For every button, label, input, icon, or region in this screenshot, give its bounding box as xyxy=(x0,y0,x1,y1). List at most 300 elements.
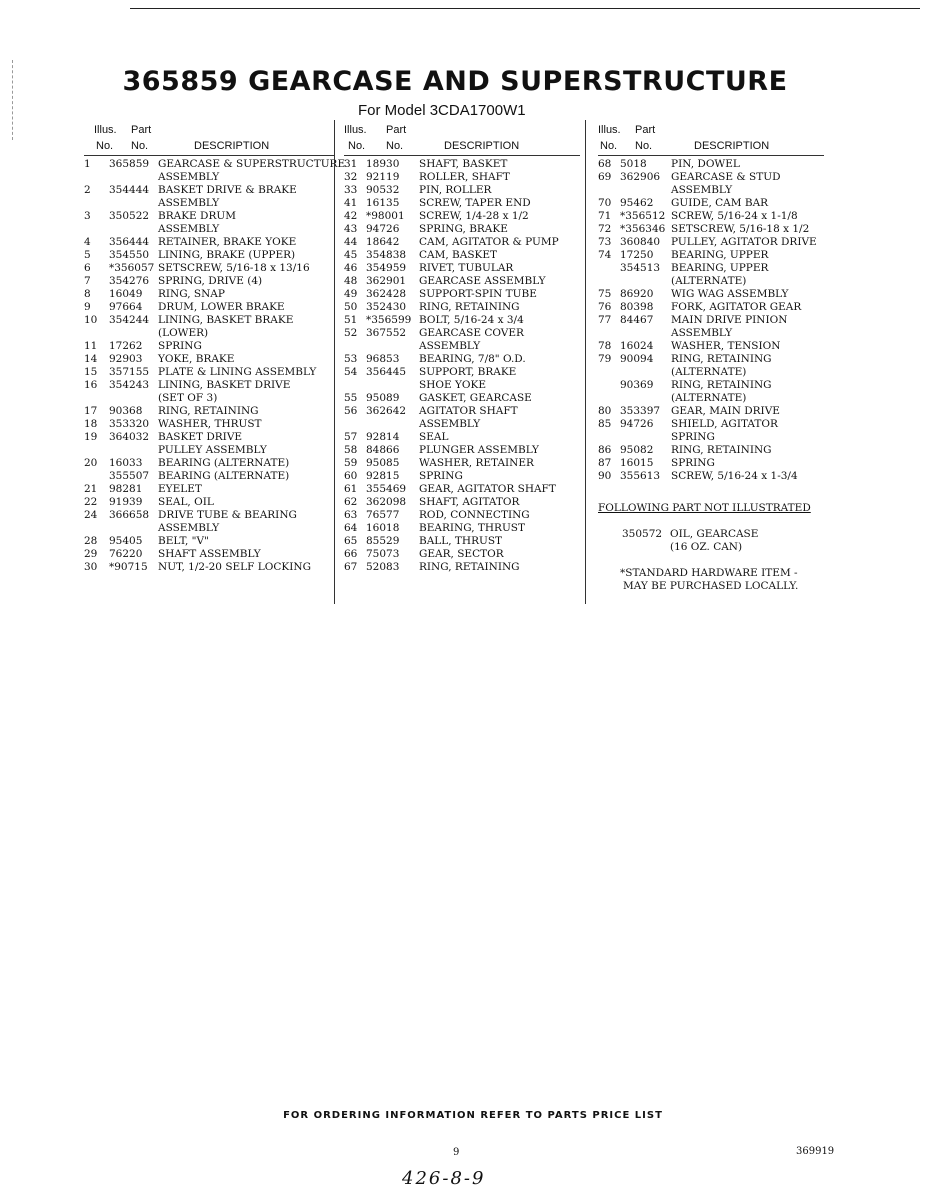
part-row xyxy=(84,470,334,483)
part-row xyxy=(344,158,584,171)
part-description: SPRING, BRAKE xyxy=(419,223,508,235)
illus-number: 19 xyxy=(84,431,98,443)
part-row xyxy=(84,223,334,236)
part-number: 16135 xyxy=(366,197,400,209)
part-number: 92903 xyxy=(109,353,143,365)
hardware-note-line-2: MAY BE PURCHASED LOCALLY. xyxy=(623,580,799,592)
illus-number: 72 xyxy=(598,223,612,235)
part-description: (ALTERNATE) xyxy=(671,275,747,287)
part-row xyxy=(84,405,334,418)
part-number: 354550 xyxy=(109,249,150,261)
part-row xyxy=(84,548,334,561)
illus-number: 80 xyxy=(598,405,612,417)
part-description: YOKE, BRAKE xyxy=(158,353,235,365)
part-description: BEARING, THRUST xyxy=(419,522,526,534)
illus-number: 55 xyxy=(344,392,358,404)
part-description: RING, RETAINING xyxy=(419,561,520,573)
part-no-header: No. xyxy=(131,140,149,152)
part-number: 362901 xyxy=(366,275,407,287)
header-rule-3 xyxy=(598,155,824,156)
part-row xyxy=(84,535,334,548)
part-row xyxy=(344,353,584,366)
part-row xyxy=(84,561,334,574)
illus-number: 9 xyxy=(84,301,91,313)
hardware-note-line-1: *STANDARD HARDWARE ITEM - xyxy=(620,567,798,579)
part-row xyxy=(598,223,828,236)
illus-number: 75 xyxy=(598,288,612,300)
part-row xyxy=(598,353,828,366)
part-description: CAM, AGITATOR & PUMP xyxy=(419,236,559,248)
parts-column-3 xyxy=(598,124,828,483)
part-row xyxy=(84,197,334,210)
part-number: 96853 xyxy=(366,353,400,365)
illus-number: 16 xyxy=(84,379,98,391)
illus-number: 64 xyxy=(344,522,358,534)
part-row xyxy=(84,314,334,327)
part-row xyxy=(344,509,584,522)
part-row xyxy=(84,483,334,496)
part-number: 362906 xyxy=(620,171,661,183)
part-row xyxy=(598,184,828,197)
illus-number: 50 xyxy=(344,301,358,313)
part-number: 365859 xyxy=(109,158,150,170)
parts-rows xyxy=(598,158,828,483)
part-number: *90715 xyxy=(109,561,148,573)
part-description: GEAR, AGITATOR SHAFT xyxy=(419,483,556,495)
description-header: DESCRIPTION xyxy=(444,140,520,152)
ordering-footer: FOR ORDERING INFORMATION REFER TO PARTS PRICE LIST xyxy=(283,1110,663,1121)
part-row xyxy=(598,340,828,353)
part-description: GEAR, MAIN DRIVE xyxy=(671,405,780,417)
part-row xyxy=(598,431,828,444)
part-row xyxy=(84,444,334,457)
part-row xyxy=(344,314,584,327)
illus-header: Illus. xyxy=(94,124,117,136)
part-row xyxy=(84,171,334,184)
part-row xyxy=(84,288,334,301)
part-description: RING, RETAINING xyxy=(671,444,772,456)
illus-number: 17 xyxy=(84,405,98,417)
part-row xyxy=(344,327,584,340)
part-description: PIN, DOWEL xyxy=(671,158,740,170)
illus-number: 45 xyxy=(344,249,358,261)
part-description: SETSCREW, 5/16-18 x 13/16 xyxy=(158,262,310,274)
part-description: SCREW, 1/4-28 x 1/2 xyxy=(419,210,529,222)
part-description: ROLLER, SHAFT xyxy=(419,171,510,183)
description-header: DESCRIPTION xyxy=(694,140,770,152)
part-row xyxy=(344,210,584,223)
column-divider-2 xyxy=(585,120,586,604)
part-number: *356346 xyxy=(620,223,666,235)
part-row xyxy=(598,262,828,275)
part-row xyxy=(598,327,828,340)
part-description: SPRING xyxy=(671,457,715,469)
part-description: SEAL xyxy=(419,431,449,443)
part-row xyxy=(344,431,584,444)
part-description: WASHER, TENSION xyxy=(671,340,781,352)
illus-number: 20 xyxy=(84,457,98,469)
part-number: 353320 xyxy=(109,418,150,430)
part-row xyxy=(84,301,334,314)
part-row xyxy=(84,184,334,197)
not-illustrated-description: OIL, GEARCASE xyxy=(670,528,759,540)
column-header xyxy=(598,124,828,158)
part-description: SHIELD, AGITATOR xyxy=(671,418,778,430)
part-row xyxy=(344,262,584,275)
model-subtitle: For Model 3CDA1700W1 xyxy=(358,102,526,119)
part-description: RING, RETAINING xyxy=(671,353,772,365)
illus-number: 61 xyxy=(344,483,358,495)
part-number: *356599 xyxy=(366,314,412,326)
part-number: 90094 xyxy=(620,353,654,365)
part-row xyxy=(344,470,584,483)
part-description: SPRING xyxy=(158,340,202,352)
part-description: PLATE & LINING ASSEMBLY xyxy=(158,366,317,378)
part-row xyxy=(84,340,334,353)
part-description: DRUM, LOWER BRAKE xyxy=(158,301,285,313)
part-row xyxy=(344,184,584,197)
part-row xyxy=(84,431,334,444)
part-description: RING, RETAINING xyxy=(158,405,259,417)
illus-number: 1 xyxy=(84,158,91,170)
part-number: 355507 xyxy=(109,470,150,482)
part-description: BASKET DRIVE & BRAKE xyxy=(158,184,297,196)
illus-no-header: No. xyxy=(96,140,114,152)
part-row xyxy=(344,288,584,301)
part-description: GEARCASE & STUD xyxy=(671,171,781,183)
illus-number: 44 xyxy=(344,236,358,248)
part-row xyxy=(84,275,334,288)
part-number: *356057 xyxy=(109,262,155,274)
illus-number: 73 xyxy=(598,236,612,248)
part-number: 362428 xyxy=(366,288,407,300)
part-row xyxy=(344,171,584,184)
part-description: PULLEY ASSEMBLY xyxy=(158,444,267,456)
description-header: DESCRIPTION xyxy=(194,140,270,152)
illus-number: 33 xyxy=(344,184,358,196)
illus-number: 90 xyxy=(598,470,612,482)
part-number: 76220 xyxy=(109,548,143,560)
part-number: 354513 xyxy=(620,262,661,274)
part-description: CAM, BASKET xyxy=(419,249,498,261)
illus-number: 65 xyxy=(344,535,358,547)
part-number: 355613 xyxy=(620,470,661,482)
part-row xyxy=(84,496,334,509)
illus-number: 8 xyxy=(84,288,91,300)
illus-number: 57 xyxy=(344,431,358,443)
part-description: ASSEMBLY xyxy=(158,171,220,183)
illus-number: 62 xyxy=(344,496,358,508)
part-row xyxy=(84,392,334,405)
part-row xyxy=(598,444,828,457)
part-number: 80398 xyxy=(620,301,654,313)
part-number: 350522 xyxy=(109,210,150,222)
part-description: PIN, ROLLER xyxy=(419,184,492,196)
illus-number: 85 xyxy=(598,418,612,430)
parts-rows xyxy=(84,158,346,574)
illus-number: 51 xyxy=(344,314,358,326)
part-number: 95089 xyxy=(366,392,400,404)
part-description: RETAINER, BRAKE YOKE xyxy=(158,236,297,248)
part-number: 90532 xyxy=(366,184,400,196)
part-description: FORK, AGITATOR GEAR xyxy=(671,301,802,313)
part-row xyxy=(598,314,828,327)
part-row xyxy=(344,418,584,431)
part-row xyxy=(598,457,828,470)
part-number: 16033 xyxy=(109,457,143,469)
illus-number: 11 xyxy=(84,340,98,352)
part-number: 92814 xyxy=(366,431,400,443)
part-number: 354276 xyxy=(109,275,150,287)
part-row xyxy=(84,509,334,522)
illus-number: 86 xyxy=(598,444,612,456)
illus-number: 42 xyxy=(344,210,358,222)
part-description: BRAKE DRUM xyxy=(158,210,236,222)
part-row xyxy=(598,210,828,223)
part-description: SHAFT, BASKET xyxy=(419,158,508,170)
part-number: 90369 xyxy=(620,379,654,391)
illus-number: 2 xyxy=(84,184,91,196)
illus-number: 59 xyxy=(344,457,358,469)
illus-number: 7 xyxy=(84,275,91,287)
illus-no-header: No. xyxy=(348,140,366,152)
part-description: LINING, BRAKE (UPPER) xyxy=(158,249,296,261)
illus-number: 32 xyxy=(344,171,358,183)
illus-number: 87 xyxy=(598,457,612,469)
part-description: SCREW, TAPER END xyxy=(419,197,531,209)
part-number: 97664 xyxy=(109,301,143,313)
part-number: 91939 xyxy=(109,496,143,508)
illus-number: 78 xyxy=(598,340,612,352)
part-number: 355469 xyxy=(366,483,407,495)
part-row xyxy=(598,288,828,301)
part-number: 86920 xyxy=(620,288,654,300)
part-description: PULLEY, AGITATOR DRIVE xyxy=(671,236,817,248)
part-description: SPRING xyxy=(419,470,463,482)
part-description: NUT, 1/2-20 SELF LOCKING xyxy=(158,561,311,573)
part-number: 94726 xyxy=(620,418,654,430)
following-part-heading: FOLLOWING PART NOT ILLUSTRATED xyxy=(598,502,811,514)
part-description: (ALTERNATE) xyxy=(671,366,747,378)
part-description: GUIDE, CAM BAR xyxy=(671,197,769,209)
part-description: SHOE YOKE xyxy=(419,379,487,391)
illus-number: 66 xyxy=(344,548,358,560)
part-number: 84866 xyxy=(366,444,400,456)
part-description: SHAFT ASSEMBLY xyxy=(158,548,261,560)
part-number: 76577 xyxy=(366,509,400,521)
part-row xyxy=(344,535,584,548)
part-row xyxy=(598,405,828,418)
part-number: 16018 xyxy=(366,522,400,534)
illus-number: 29 xyxy=(84,548,98,560)
illus-no-header: No. xyxy=(600,140,618,152)
part-number: 354243 xyxy=(109,379,150,391)
part-description: SCREW, 5/16-24 x 1-3/4 xyxy=(671,470,798,482)
illus-number: 18 xyxy=(84,418,98,430)
part-row xyxy=(598,275,828,288)
part-description: RIVET, TUBULAR xyxy=(419,262,514,274)
part-description: ASSEMBLY xyxy=(419,418,481,430)
part-description: PLUNGER ASSEMBLY xyxy=(419,444,539,456)
part-number: 362642 xyxy=(366,405,407,417)
part-number: 16024 xyxy=(620,340,654,352)
part-row xyxy=(344,275,584,288)
part-description: MAIN DRIVE PINION xyxy=(671,314,788,326)
part-description: WASHER, RETAINER xyxy=(419,457,534,469)
part-description: ASSEMBLY xyxy=(158,223,220,235)
part-number: 17250 xyxy=(620,249,654,261)
part-header: Part xyxy=(386,124,407,136)
part-number: 356445 xyxy=(366,366,407,378)
illus-number: 74 xyxy=(598,249,612,261)
illus-number: 6 xyxy=(84,262,91,274)
part-row xyxy=(344,301,584,314)
part-description: ROD, CONNECTING xyxy=(419,509,530,521)
part-description: BELT, "V" xyxy=(158,535,209,547)
illus-number: 58 xyxy=(344,444,358,456)
part-description: BASKET DRIVE xyxy=(158,431,243,443)
part-row xyxy=(598,197,828,210)
part-number: 362098 xyxy=(366,496,407,508)
part-description: WASHER, THRUST xyxy=(158,418,262,430)
part-description: SEAL, OIL xyxy=(158,496,214,508)
part-row xyxy=(84,236,334,249)
part-row xyxy=(84,522,334,535)
illus-number: 48 xyxy=(344,275,358,287)
part-description: GEARCASE & SUPERSTRUCTURE xyxy=(158,158,346,170)
part-description: BEARING, UPPER xyxy=(671,249,769,261)
parts-column-1 xyxy=(84,124,346,574)
part-no-header: No. xyxy=(635,140,653,152)
illus-number: 21 xyxy=(84,483,98,495)
part-row xyxy=(344,197,584,210)
part-row xyxy=(598,158,828,171)
part-row xyxy=(598,301,828,314)
part-description: (ALTERNATE) xyxy=(671,392,747,404)
part-description: (SET OF 3) xyxy=(158,392,218,404)
part-number: 352430 xyxy=(366,301,407,313)
header-rule-2 xyxy=(344,155,580,156)
part-row xyxy=(84,366,334,379)
part-row xyxy=(598,470,828,483)
illus-number: 60 xyxy=(344,470,358,482)
part-description: WIG WAG ASSEMBLY xyxy=(671,288,789,300)
part-row xyxy=(598,392,828,405)
part-row xyxy=(598,236,828,249)
part-row xyxy=(344,405,584,418)
illus-number: 3 xyxy=(84,210,91,222)
part-description: GASKET, GEARCASE xyxy=(419,392,532,404)
part-number: 95082 xyxy=(620,444,654,456)
part-number: 366658 xyxy=(109,509,150,521)
handwritten-note: 426-8-9 xyxy=(402,1168,486,1189)
part-description: ASSEMBLY xyxy=(158,197,220,209)
part-row xyxy=(598,418,828,431)
part-description: RING, RETAINING xyxy=(671,379,772,391)
part-number: 85529 xyxy=(366,535,400,547)
header-rule-1 xyxy=(84,155,334,156)
part-number: 356444 xyxy=(109,236,150,248)
illus-header: Illus. xyxy=(598,124,621,136)
part-row xyxy=(344,483,584,496)
part-row xyxy=(84,457,334,470)
illus-number: 43 xyxy=(344,223,358,235)
part-description: SUPPORT-SPIN TUBE xyxy=(419,288,537,300)
part-row xyxy=(84,327,334,340)
illus-number: 71 xyxy=(598,210,612,222)
part-number: 18642 xyxy=(366,236,400,248)
part-description: AGITATOR SHAFT xyxy=(419,405,518,417)
illus-number: 30 xyxy=(84,561,98,573)
not-illustrated-quantity: (16 OZ. CAN) xyxy=(670,541,743,553)
part-description: SUPPORT, BRAKE xyxy=(419,366,517,378)
illus-number: 22 xyxy=(84,496,98,508)
illus-number: 67 xyxy=(344,561,358,573)
part-number: 95085 xyxy=(366,457,400,469)
part-row xyxy=(84,262,334,275)
part-description: GEAR, SECTOR xyxy=(419,548,504,560)
illus-number: 70 xyxy=(598,197,612,209)
part-number: 354838 xyxy=(366,249,407,261)
column-header xyxy=(344,124,584,158)
part-number: 18930 xyxy=(366,158,400,170)
part-number: 353397 xyxy=(620,405,661,417)
part-description: GEARCASE COVER xyxy=(419,327,524,339)
part-description: BEARING, 7/8" O.D. xyxy=(419,353,526,365)
parts-column-2 xyxy=(344,124,584,574)
column-header xyxy=(84,124,334,158)
illus-number: 68 xyxy=(598,158,612,170)
part-description: SCREW, 5/16-24 x 1-1/8 xyxy=(671,210,798,222)
part-number: *98001 xyxy=(366,210,405,222)
part-number: 84467 xyxy=(620,314,654,326)
part-description: (LOWER) xyxy=(158,327,209,339)
part-number: 16015 xyxy=(620,457,654,469)
part-description: SPRING, DRIVE (4) xyxy=(158,275,263,287)
illus-number: 56 xyxy=(344,405,358,417)
part-row xyxy=(344,457,584,470)
part-row xyxy=(344,392,584,405)
illus-header: Illus. xyxy=(344,124,367,136)
part-row xyxy=(84,418,334,431)
part-number: 354244 xyxy=(109,314,150,326)
part-description: BEARING (ALTERNATE) xyxy=(158,457,290,469)
illus-number: 46 xyxy=(344,262,358,274)
illus-number: 14 xyxy=(84,353,98,365)
part-row xyxy=(84,353,334,366)
part-row xyxy=(84,249,334,262)
illus-number: 4 xyxy=(84,236,91,248)
part-number: 367552 xyxy=(366,327,407,339)
part-number: 95462 xyxy=(620,197,654,209)
illus-number: 49 xyxy=(344,288,358,300)
part-description: BEARING, UPPER xyxy=(671,262,769,274)
part-number: 354444 xyxy=(109,184,150,196)
document-number: 369919 xyxy=(796,1146,835,1157)
not-illustrated-part-number: 350572 xyxy=(622,528,663,540)
part-description: LINING, BASKET BRAKE xyxy=(158,314,294,326)
part-row xyxy=(344,379,584,392)
illus-number: 76 xyxy=(598,301,612,313)
part-number: 90368 xyxy=(109,405,143,417)
part-description: ASSEMBLY xyxy=(671,327,733,339)
part-description: SHAFT, AGITATOR xyxy=(419,496,520,508)
illus-number: 5 xyxy=(84,249,91,261)
column-divider-1 xyxy=(334,120,335,604)
part-description: RING, SNAP xyxy=(158,288,225,300)
part-row xyxy=(344,249,584,262)
part-row xyxy=(598,379,828,392)
